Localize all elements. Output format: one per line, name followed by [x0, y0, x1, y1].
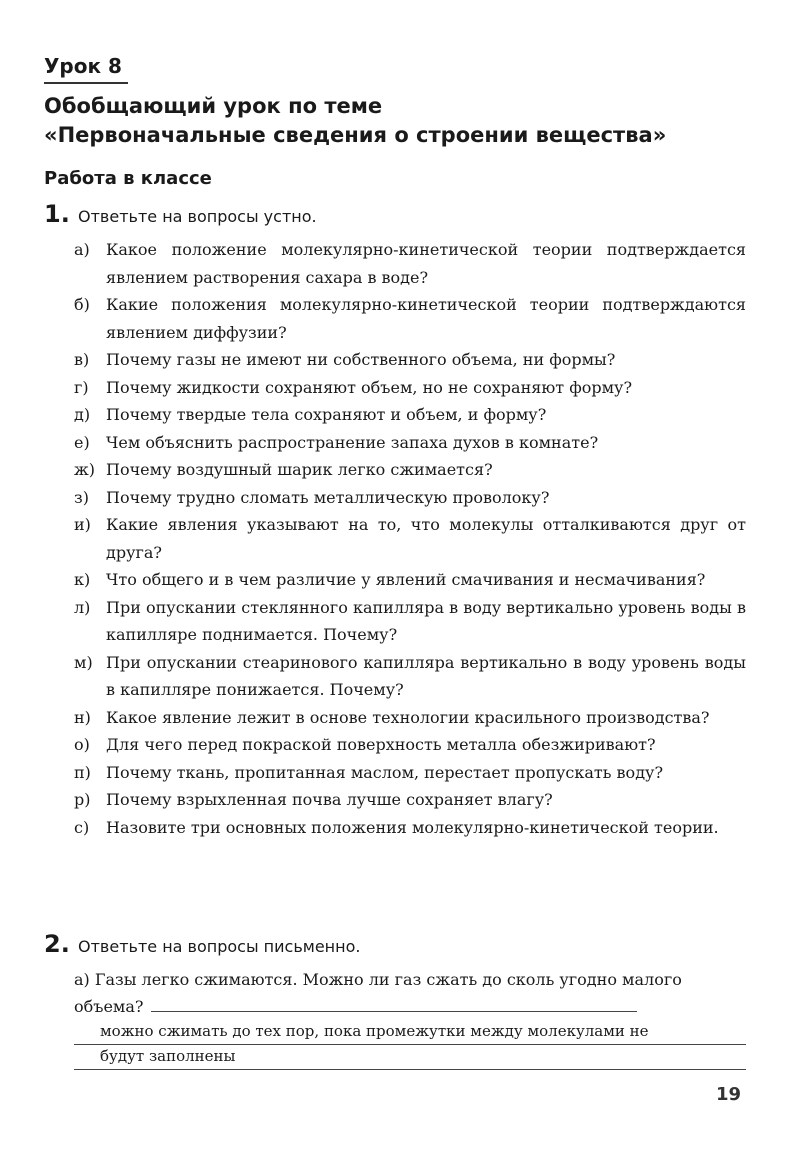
- question-2a: [74, 966, 746, 1020]
- question-item-n: [74, 704, 746, 732]
- question-label: а): [74, 240, 90, 259]
- question-text: При опускании стеаринового капилляра вертикально в воду уровень воды в капилляре понижается. Почему?: [106, 652, 746, 699]
- question-text: Назовите три основных положения молекулярно-кинетической теории.: [106, 817, 719, 837]
- page-number: 19: [716, 1084, 742, 1105]
- answer-blank-line[interactable]: [151, 1010, 637, 1012]
- lesson-label: Урок 8: [44, 54, 128, 84]
- question-item-z: [74, 484, 746, 512]
- question-item-o: [74, 731, 746, 759]
- question-label: г): [74, 377, 89, 397]
- question-text: Почему взрыхленная почва лучше сохраняет влагу?: [106, 790, 553, 809]
- question-text: Почему ткань, пропитанная маслом, перестает пропускать воду?: [106, 762, 664, 782]
- question-item-l: [74, 594, 746, 649]
- question-label: е): [74, 432, 90, 452]
- question-text: Для чего перед покраской поверхность металла обезжиривают?: [106, 735, 656, 754]
- question-text: При опускании стеклянного капилляра в воду вертикально уровень воды в капилляре поднимается. Почему?: [106, 597, 746, 644]
- question-text: Почему газы не имеют ни собственного объема, ни формы?: [106, 350, 616, 369]
- question-label: п): [74, 762, 91, 782]
- task-1-number: 1.: [44, 200, 70, 228]
- question-label: н): [74, 707, 91, 727]
- lesson-title-line-2: «Первоначальные сведения о строении вещества»: [44, 123, 667, 147]
- question-2a-text: а) Газы легко сжимаются. Можно ли газ сжать до сколь угодно малого объема?: [74, 970, 682, 1016]
- question-label: б): [74, 295, 90, 314]
- question-item-d: [74, 401, 746, 429]
- question-label: з): [74, 487, 89, 507]
- question-text: Какие положения молекулярно-кинетической теории подтверждаются явлением диффузии?: [106, 295, 746, 342]
- task-1-header: [44, 200, 317, 228]
- question-text: Что общего и в чем различие у явлений смачивания и несмачивания?: [106, 570, 706, 589]
- question-text: Какое явление лежит в основе технологии красильного производства?: [106, 707, 710, 727]
- task-2-header: [44, 930, 360, 958]
- question-label: м): [74, 652, 93, 672]
- question-item-zh: [74, 456, 746, 484]
- question-label: о): [74, 735, 90, 754]
- question-text: Какие явления указывают на то, что молекулы отталкиваются друг от друга?: [106, 515, 746, 562]
- question-list: [74, 236, 746, 841]
- question-item-m: [74, 649, 746, 704]
- question-text: Чем объяснить распространение запаха духов в комнате?: [106, 432, 599, 452]
- question-item-p: [74, 759, 746, 787]
- question-item-b: [74, 291, 746, 346]
- question-label: и): [74, 515, 91, 534]
- task-2-instruction: Ответьте на вопросы письменно.: [78, 937, 361, 956]
- lesson-title-line-1: Обобщающий урок по теме: [44, 94, 383, 118]
- question-label: р): [74, 790, 91, 809]
- question-label: д): [74, 405, 91, 424]
- question-label: к): [74, 570, 91, 589]
- question-label: л): [74, 597, 91, 617]
- question-label: в): [74, 350, 90, 369]
- question-item-v: [74, 346, 746, 374]
- handwritten-answer-line-1[interactable]: можно сжимать до тех пор, пока промежутки между молекулами не: [74, 1020, 746, 1045]
- question-text: Почему трудно сломать металлическую проволоку?: [106, 487, 550, 507]
- question-item-i: [74, 511, 746, 566]
- question-item-s: [74, 814, 746, 842]
- question-label: ж): [74, 460, 95, 479]
- question-label: с): [74, 817, 90, 837]
- written-answer-block: [74, 966, 746, 1070]
- question-item-k: [74, 566, 746, 594]
- question-text: Какое положение молекулярно-кинетической теории подтверждается явлением растворения сахара в воде?: [106, 240, 746, 287]
- task-1-instruction: Ответьте на вопросы устно.: [78, 207, 317, 226]
- question-text: Почему жидкости сохраняют объем, но не сохраняют форму?: [106, 377, 633, 397]
- lesson-title: [44, 92, 764, 150]
- question-item-a: [74, 236, 746, 291]
- task-2-number: 2.: [44, 930, 70, 958]
- question-item-e: [74, 429, 746, 457]
- section-title: Работа в классе: [44, 168, 212, 189]
- question-item-r: [74, 786, 746, 814]
- question-text: Почему твердые тела сохраняют и объем, и форму?: [106, 405, 547, 424]
- question-item-g: [74, 374, 746, 402]
- handwritten-answer-line-2[interactable]: будут заполнены: [74, 1045, 746, 1070]
- question-text: Почему воздушный шарик легко сжимается?: [106, 460, 493, 479]
